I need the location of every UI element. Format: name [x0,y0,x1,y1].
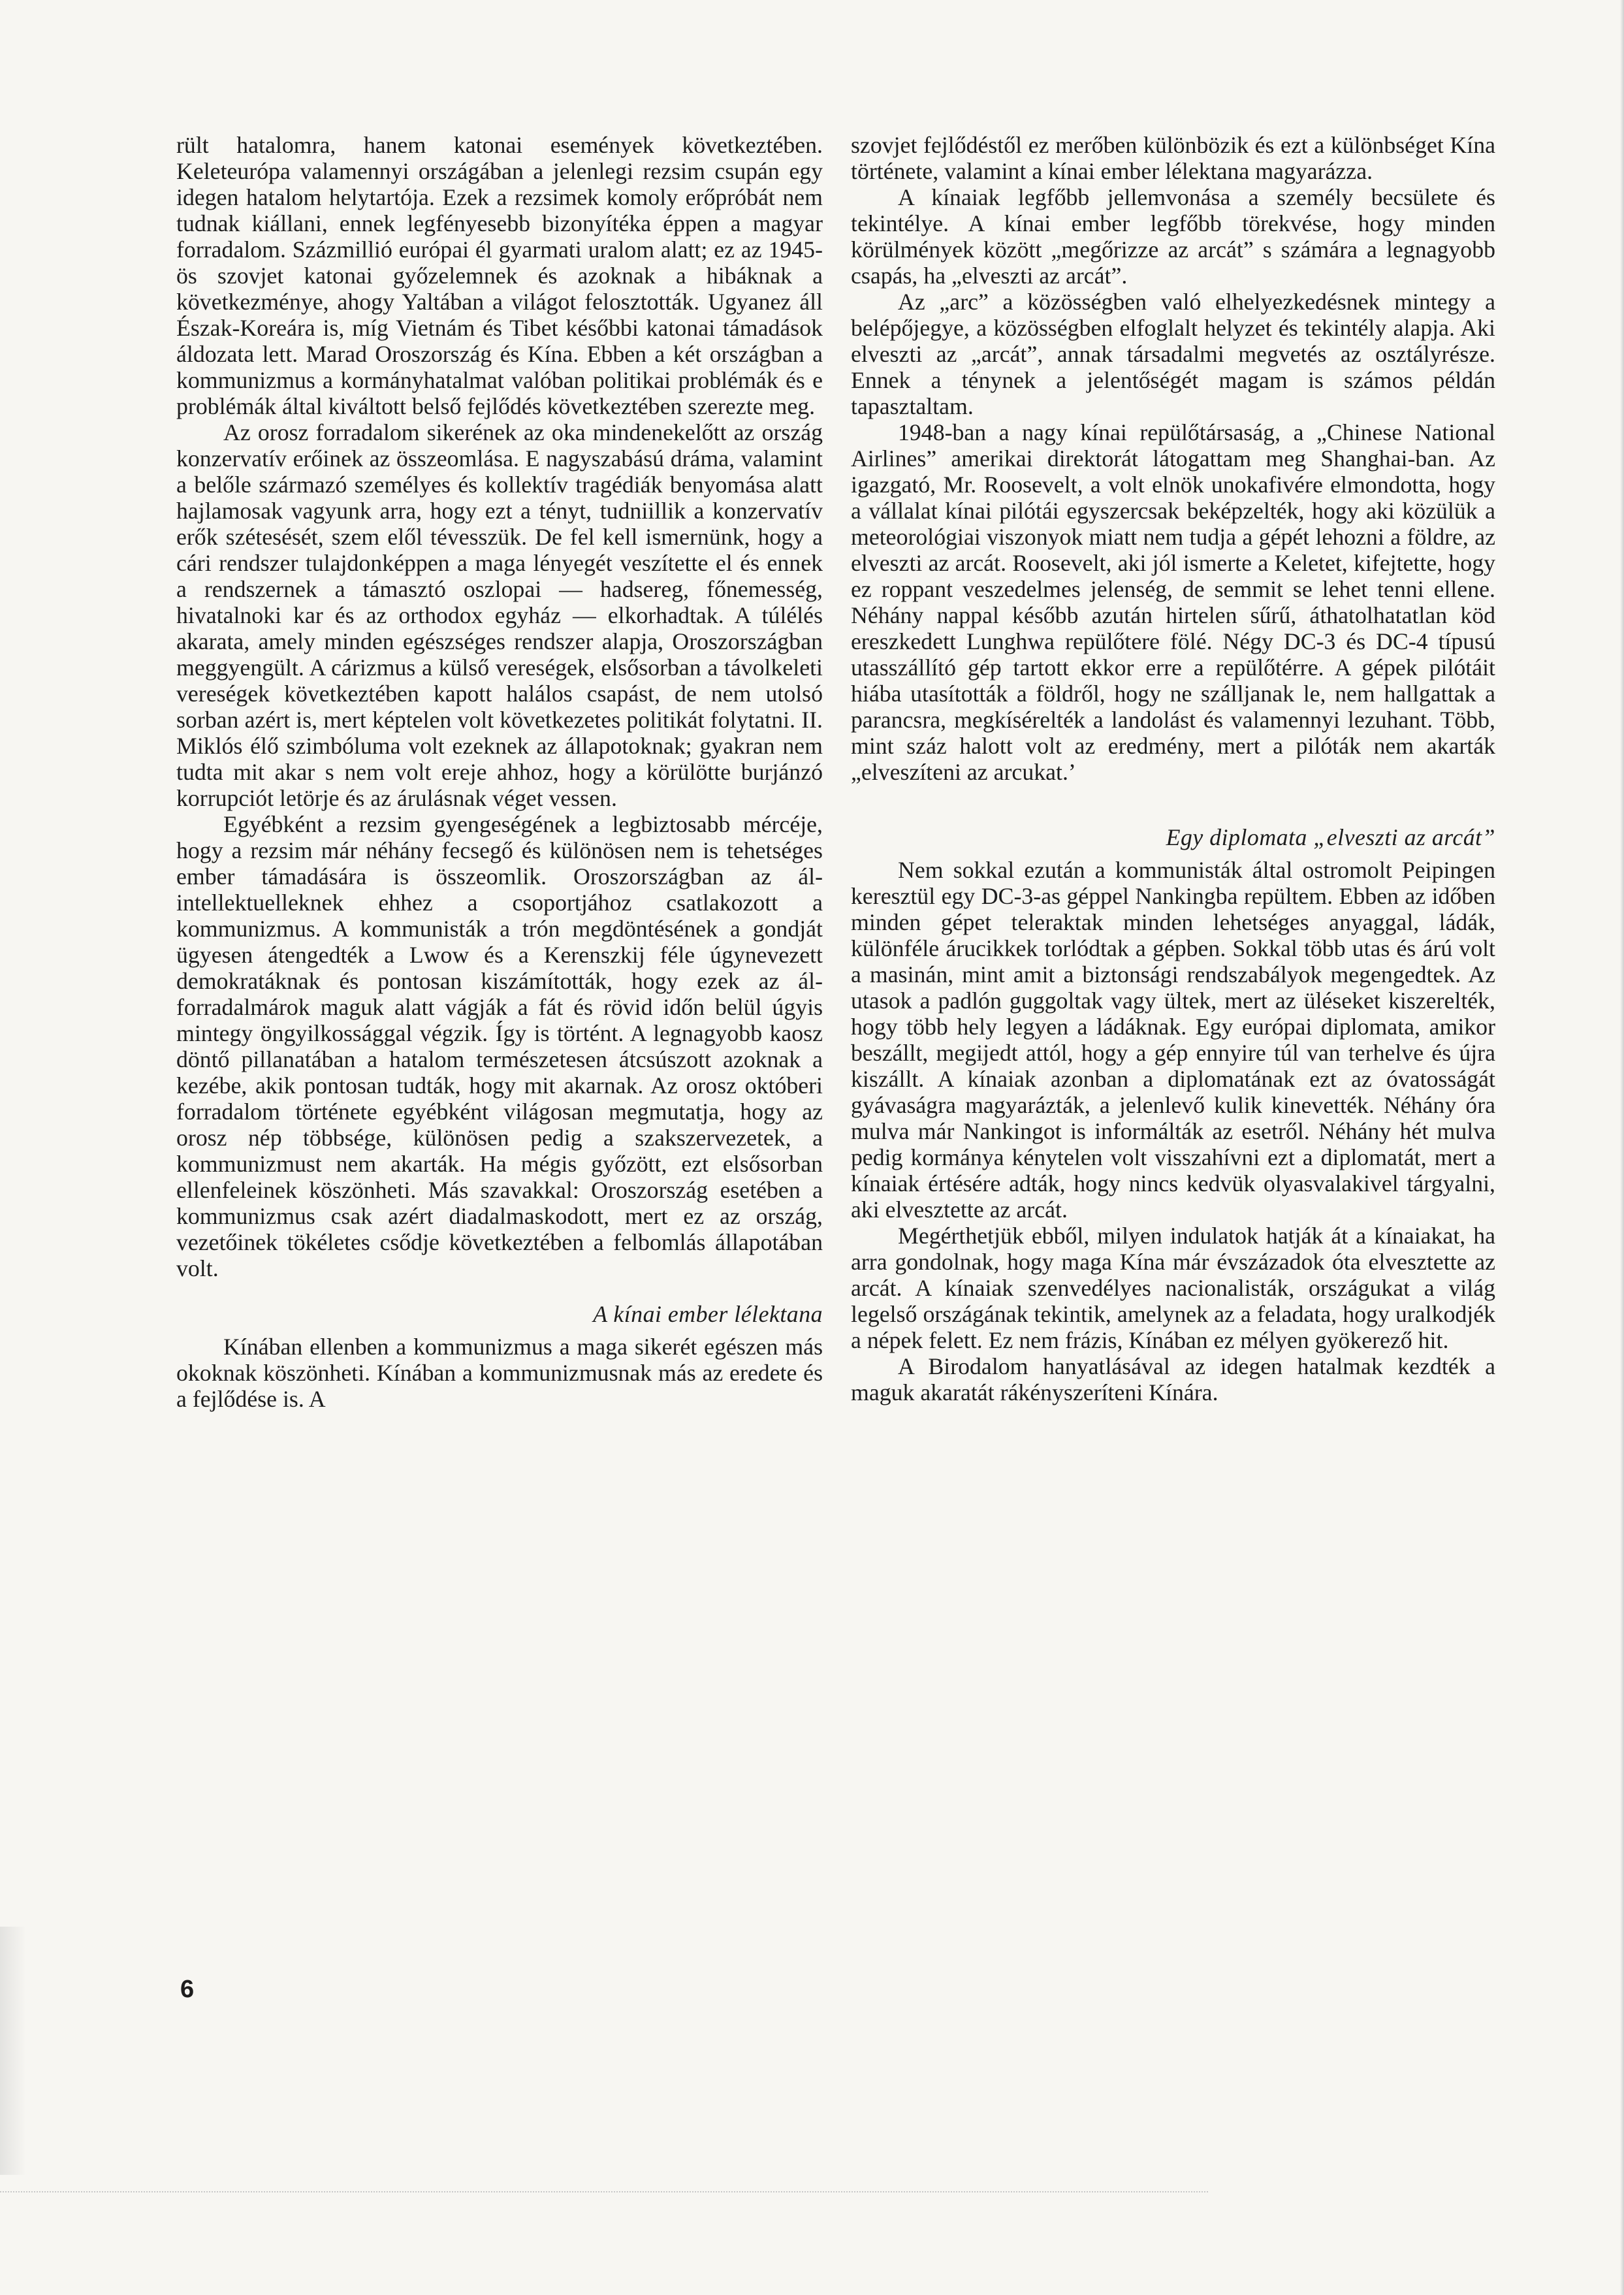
section-heading-diplomat: Egy diplomata „elveszti az arcát” [1166,824,1495,850]
page-edge-shadow-left [0,1927,26,2175]
left-column [176,132,823,1412]
section-heading-chinese-psychology: A kínai ember lélektana [593,1301,823,1327]
left-paragraph-4: Kínában ellenben a kommunizmus a maga sikerét egészen más okoknak köszönheti. Kínában a kommunizmusnak más az eredete és a fejlődése is. A [176,1334,823,1412]
left-paragraph-3: Egyébként a rezsim gyengeségének a legbiztosabb mércéje, hogy a rezsim már néhány fecsegő és különösen nem is tehetséges ember támadására is összeomlik. Oroszországban az ál-intellektuelleknek ehhez a csoportjához csatlakozott a kommunizmus. A kommunisták a trón megdöntésének a gondját ügyesen átengedték a Lwow és a Kerenszkij féle úgynevezett demokratáknak és pontosan kiszámították, hogy ezek az ál-forradalmárok maguk alatt vágják a fát és rövid időn belül úgyis mintegy öngyilkossággal végzik. Így is történt. A legnagyobb kaosz döntő pillanatában a hatalom természetesen átcsúszott azoknak a kezébe, akik pontosan tudták, hogy mit akarnak. Az orosz októberi forradalom története egyébként világosan megmutatja, hogy az orosz nép többsége, különösen pedig a szakszervezetek, a kommunizmust nem akarták. Ha mégis győzött, ezt elsősorban ellenfeleinek köszönheti. Más szavakkal: Oroszország esetében a kommunizmus csak azért diadalmaskodott, mert ez az ország, vezetőinek tökéletes csődje következtében a felbomlás állapotában volt. [176,811,823,1281]
right-paragraph-3: Az „arc” a közösségben való elhelyezkedésnek mintegy a belépőjegye, a közösségben elfoglalt helyzet és tekintély alapja. Aki elveszti az „arcát”, annak társadalmi megvetés az osztályrésze. Ennek a ténynek a jelentőségét magam is számos példán tapasztaltam. [851,289,1495,419]
right-paragraph-5: Nem sokkal ezután a kommunisták által ostromolt Peipingen keresztül egy DC-3-as géppel Nankingba repültem. Ebben az időben minden gépet teleraktak minden lehetséges anyaggal, ládák, különféle árucikkek torlódtak a gépben. Sokkal több utas és árú volt a masinán, mint amit a biztonsági rendszabályok megengedtek. Az utasok a padlón guggoltak vagy ültek, mert az üléseket kiszerelték, hogy több hely legyen a ládáknak. Egy európai diplomata, amikor beszállt, megijedt attól, hogy a gép ennyire túl van terhelve és újra kiszállt. A kínaiak azonban a diplomatának ezt az óvatosságát gyávaságra magyarázták, a jelenlevő kulik kinevették. Néhány óra mulva már Nankingot is informálták az esetről. Néhány hét mulva pedig kormánya kénytelen volt visszahívni ezt a diplomatát, mert a kínaiak értésére adták, hogy nincs kedvük olyasvalakivel tárgyalni, aki elvesztette az arcát. [851,857,1495,1223]
left-paragraph-1: rült hatalomra, hanem katonai események következtében. Keleteurópa valamennyi országában a jelenlegi rezsim csupán egy idegen hatalom helytartója. Ezek a rezsimek komoly erőpróbát nem tudnak kiállani, ennek legfényesebb bizonyítéka éppen a magyar forradalom. Százmillió európai él gyarmati uralom alatt; ez az 1945-ös szovjet katonai győzelemnek és azoknak a hibáknak a következménye, ahogy Yaltában a világot felosztották. Ugyanez áll Észak-Koreára is, míg Vietnám és Tibet későbbi katonai támadások áldozata lett. Marad Oroszország és Kína. Ebben a két országban a kommunizmus a kormányhatalmat valóban politikai problémák és e problémák által kiváltott belső fejlődés következtében szerezte meg. [176,132,823,419]
page-edge-shadow-right [1620,0,1624,2295]
left-paragraph-2: Az orosz forradalom sikerének az oka mindenekelőtt az ország konzervatív erőinek az összeomlása. E nagyszabású dráma, valamint a belőle származó személyes és kollektív tragédiák benyomása alatt hajlamosak vagyunk arra, hogy ezt a tényt, tudniillik a konzervatív erők szétesését, szem elől tévesszük. De fel kell ismernünk, hogy a cári rendszer tulajdonképpen a maga lényegét veszítette el és ennek a rendszernek a támasztó oszlopai — hadsereg, főnemesség, hivatalnoki kar és az orthodox egyház — elkorhadtak. A túlélés akarata, amely minden egészséges rendszer alapja, Oroszországban meggyengült. A cárizmus a külső vereségek, elsősorban a távolkeleti vereségek következtében kapott halálos csapást, de nem utolsó sorban azért is, mert képtelen volt következetes politikát folytatni. II. Miklós élő szimbóluma volt ezeknek az állapotoknak; gyakran nem tudta mit akar s nem volt ereje ahhoz, hogy a körülötte burjánzó korrupciót letörje és az árulásnak véget vessen. [176,419,823,811]
right-paragraph-2: A kínaiak legfőbb jellemvonása a személy becsülete és tekintélye. A kínai ember legfőbb törekvése, hogy minden körülmények között „megőrizze az arcát” s számára a legnagyobb csapás, ha „elveszti az arcát”. [851,184,1495,289]
page-edge-bottom [0,2191,1208,2195]
right-paragraph-7: A Birodalom hanyatlásával az idegen hatalmak kezdték a maguk akaratát rákényszeríteni Kínára. [851,1353,1495,1405]
right-paragraph-6: Megérthetjük ebből, milyen indulatok hatják át a kínaiakat, ha arra gondolnak, hogy maga Kína már évszázadok óta elvesztette az arcát. A kínaiak szenvedélyes nacionalisták, országukat a világ legelső országának tekintik, amelynek az a feladata, hogy uralkodjék a népek felett. Ez nem frázis, Kínában ez mélyen gyökerező hit. [851,1223,1495,1353]
page-number: 6 [180,1976,195,2003]
right-paragraph-1: szovjet fejlődéstől ez merőben különbözik és ezt a különbséget Kína története, valamint a kínai ember lélektana magyarázza. [851,132,1495,184]
right-paragraph-4: 1948-ban a nagy kínai repülőtársaság, a „Chinese National Airlines” amerikai direktorát látogattam meg Shanghai-ban. Az igazgató, Mr. Roosevelt, a volt elnök unokafivére elmondotta, hogy a vállalat kínai pilótái egyszercsak beképzelték, hogy aki közülük a meteorológiai viszonyok miatt nem tudja a gépét lehozni a földre, az elveszti az arcát. Roosevelt, aki jól ismerte a Keletet, kifejtette, hogy ez roppant veszedelmes jelenség, de semmit se lehet tenni ellene. Néhány nappal később azután hirtelen sűrű, áthatolhatatlan köd ereszkedett Lunghwa repülőtere fölé. Négy DC-3 és DC-4 típusú utasszállító gép tartott ekkor erre a repülőtérre. A gépek pilótáit hiába utasították a földről, hogy ne szálljanak le, nem hallgattak a parancsra, megkísérelték a landolást és valamennyi lezuhant. Több, mint száz halott volt az eredmény, mert a pilóták nem akarták „elveszíteni az arcukat.’ [851,419,1495,785]
right-column [851,132,1495,1405]
